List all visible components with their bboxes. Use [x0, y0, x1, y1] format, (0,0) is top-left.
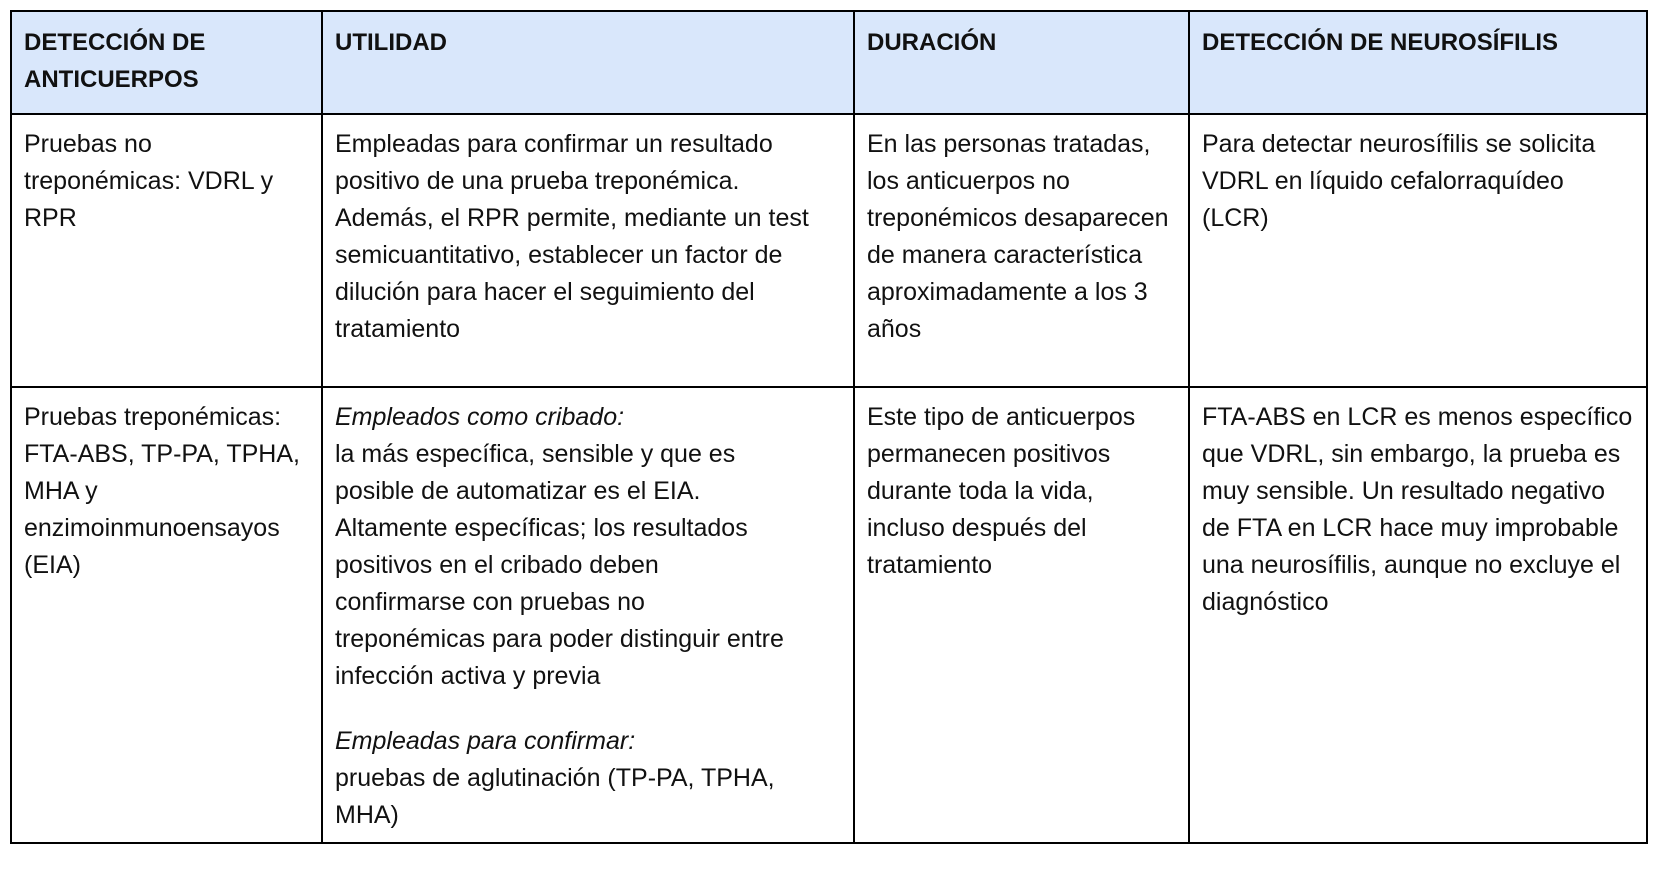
- cell-duracion: [854, 114, 1189, 387]
- header-deteccion-anticuerpos: DETECCIÓN DE ANTICUERPOS: [11, 11, 322, 114]
- utilidad-text: Empleadas para confirmar un resultado positivo de una prueba treponémica. Además, el RPR permite, mediante un test semicuantitativo, establecer un factor de dilución para hacer el seguimiento del tratamiento: [335, 130, 809, 343]
- confirmar-label: Empleadas para confirmar:: [335, 727, 636, 755]
- cell-utilidad: [322, 114, 854, 387]
- duracion-text: Este tipo de anticuerpos permanecen positivos durante toda la vida, incluso después del tratamiento: [867, 403, 1136, 579]
- header-deteccion-neurosifilis: DETECCIÓN DE NEUROSÍFILIS: [1189, 11, 1647, 114]
- table-header-row: [11, 11, 1647, 114]
- cell-neurosifilis: [1189, 387, 1647, 843]
- cell-duracion: [854, 387, 1189, 843]
- duracion-text: En las personas tratadas, los anticuerpos no treponémicos desaparecen de manera característica aproximadamente a los 3 años: [867, 130, 1169, 343]
- cell-test-name: [11, 114, 322, 387]
- table-row: [11, 114, 1647, 387]
- table-row: [11, 387, 1647, 843]
- cell-test-name: [11, 387, 322, 843]
- confirmar-text: pruebas de aglutinación (TP-PA, TPHA, MHA): [335, 764, 775, 829]
- syphilis-tests-table: [10, 10, 1648, 844]
- cell-utilidad: [322, 387, 854, 843]
- test-name-text: Pruebas treponémicas: FTA-ABS, TP-PA, TPHA, MHA y enzimoinmunoensayos (EIA): [24, 403, 300, 579]
- paragraph-spacer: [335, 695, 841, 723]
- header-utilidad: UTILIDAD: [322, 11, 854, 114]
- cribado-label: Empleados como cribado:: [335, 403, 625, 431]
- syphilis-tests-table-wrapper: [10, 10, 1646, 844]
- cribado-text: la más específica, sensible y que es posible de automatizar es el EIA. Altamente específicas; los resultados positivos en el cribado deben confirmarse con pruebas no treponémicas para poder distinguir entre infección activa y previa: [335, 440, 784, 690]
- header-duracion: DURACIÓN: [854, 11, 1189, 114]
- neurosifilis-text: Para detectar neurosífilis se solicita VDRL en líquido cefalorraquídeo (LCR): [1202, 130, 1596, 232]
- test-name-text: Pruebas no treponémicas: VDRL y RPR: [24, 130, 274, 232]
- neurosifilis-text: FTA-ABS en LCR es menos específico que VDRL, sin embargo, la prueba es muy sensible. Un resultado negativo de FTA en LCR hace muy improbable una neurosífilis, aunque no excluye el diagnóstico: [1202, 403, 1633, 616]
- cell-neurosifilis: [1189, 114, 1647, 387]
